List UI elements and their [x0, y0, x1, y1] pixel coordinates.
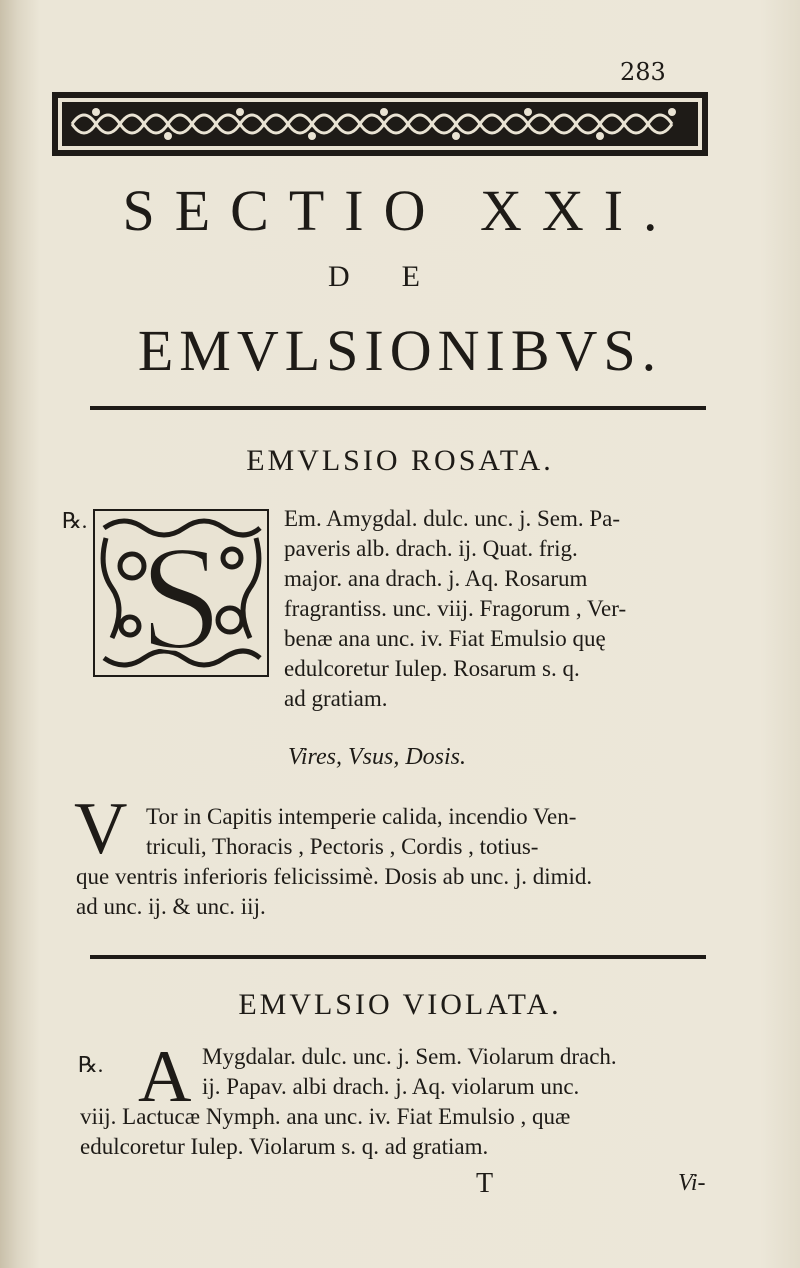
text-line: edulcoretur Iulep. Violarum s. q. ad gratiam.	[80, 1134, 489, 1159]
text-line: fragrantiss. unc. viij. Fragorum , Ver-	[284, 596, 627, 621]
recipe-text-violata	[80, 1036, 760, 1162]
divider-rule	[90, 406, 706, 410]
text-line: que ventris inferioris felicissimè. Dosis ab unc. j. dimid.	[76, 864, 593, 889]
text-line: Tor in Capitis intemperie calida, incendio Ven-	[146, 804, 577, 829]
initial-v: V	[74, 788, 128, 870]
vires-heading: Vires, Vsus, Dosis.	[288, 744, 467, 770]
text-line: ad gratiam.	[284, 686, 388, 711]
ornament-border-icon	[52, 90, 708, 158]
svg-text:S: S	[139, 515, 223, 678]
text-line: ad unc. ij. & unc. iij.	[76, 894, 266, 919]
page-number: 283	[620, 58, 666, 86]
text-line: Mygdalar. dulc. unc. j. Sem. Violarum drach.	[202, 1044, 617, 1069]
recipe-text-rosata	[284, 504, 724, 714]
recipe-title-violata: EMVLSIO VIOLATA.	[238, 988, 562, 1021]
recipe-symbol: ℞.	[62, 508, 88, 533]
text-line: paveris alb. drach. ij. Quat. frig.	[284, 536, 578, 561]
decorated-initial-s-icon	[92, 508, 270, 678]
text-line: Em. Amygdal. dulc. unc. j. Sem. Pa-	[284, 506, 621, 531]
section-subject: EMVLSIONIBVS.	[137, 318, 663, 383]
signature-mark: T	[476, 1168, 494, 1199]
usus-text	[76, 802, 738, 922]
text-line: ij. Papav. albi drach. j. Aq. violarum unc.	[202, 1074, 580, 1099]
recipe-title-rosata: EMVLSIO ROSATA.	[246, 444, 554, 477]
text-line: triculi, Thoracis , Pectoris , Cordis , totius-	[146, 834, 539, 859]
catchword: Vi-	[678, 1170, 706, 1196]
text-line: major. ana drach. j. Aq. Rosarum	[284, 566, 588, 591]
section-title: SECTIO XXI.	[122, 178, 678, 243]
section-de: DE	[328, 260, 472, 293]
recipe-symbol: ℞.	[78, 1052, 104, 1077]
initial-a: A	[138, 1036, 192, 1118]
divider-rule	[90, 955, 706, 959]
text-line: edulcoretur Iulep. Rosarum s. q.	[284, 656, 580, 681]
text-line: viij. Lactucæ Nymph. ana unc. iv. Fiat Emulsio , quæ	[80, 1104, 571, 1129]
text-line: benæ ana unc. iv. Fiat Emulsio quę	[284, 626, 606, 651]
